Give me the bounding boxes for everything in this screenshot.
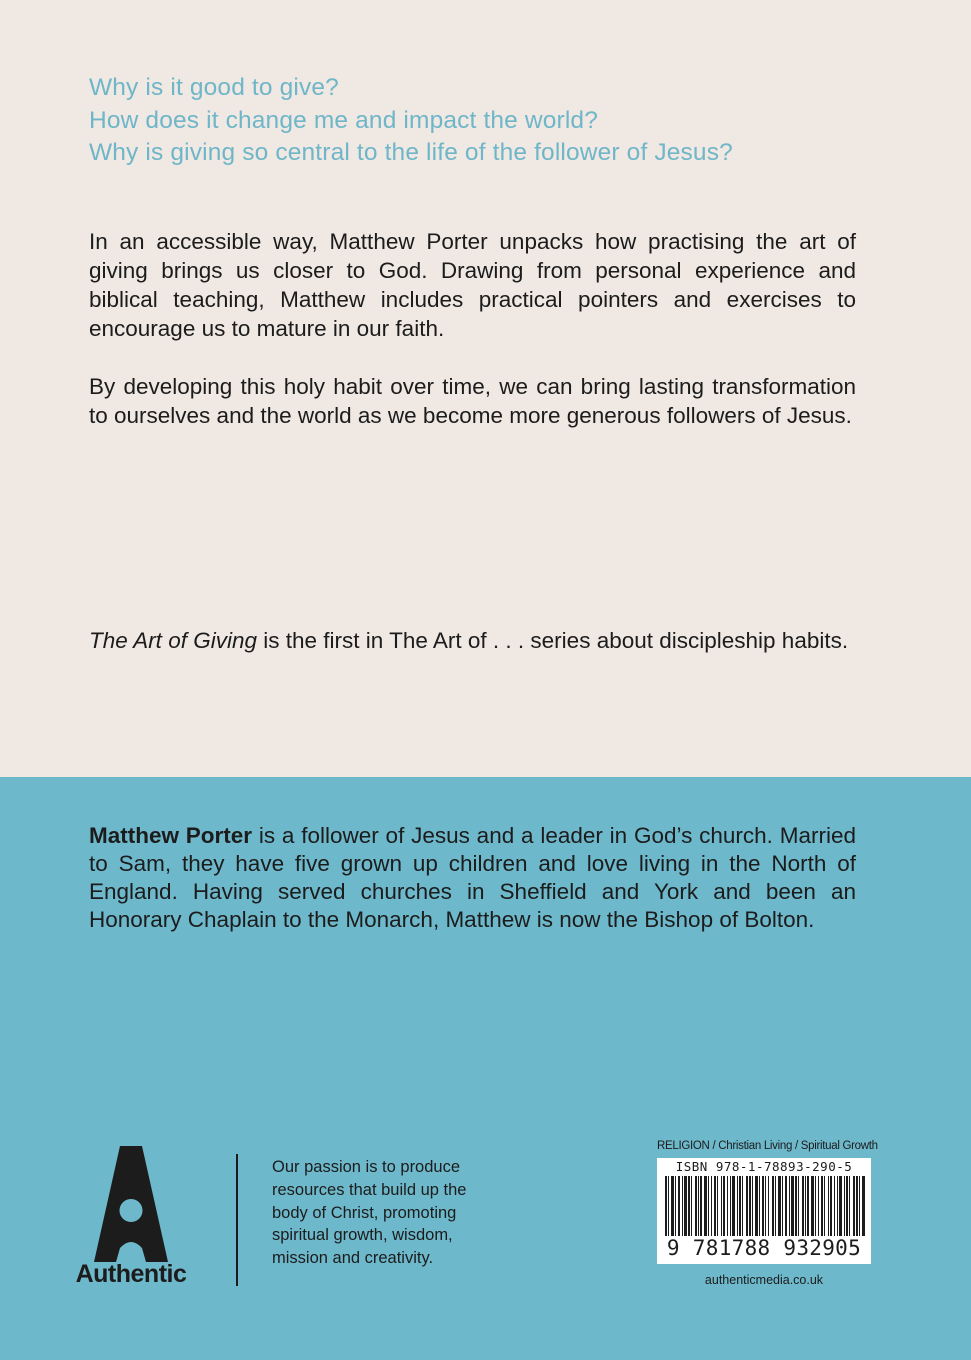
- barcode-bar: [856, 1176, 858, 1236]
- barcode-bar: [844, 1176, 845, 1236]
- barcode-bar: [821, 1176, 823, 1236]
- description-paragraph-2: By developing this holy habit over time, we can bring lasting transformation to ourselves and the world as we become more generous followers of Jesus.: [89, 374, 856, 428]
- question-2: How does it change me and impact the world?: [89, 106, 598, 134]
- barcode-bar: [778, 1176, 781, 1236]
- barcode-bar: [839, 1176, 842, 1236]
- barcode-bar: [695, 1176, 697, 1236]
- logo-divider: [236, 1154, 238, 1286]
- barcode-bar: [698, 1176, 699, 1236]
- barcode-bars: [663, 1176, 865, 1236]
- barcode-bar: [846, 1176, 848, 1236]
- barcode-bar: [837, 1176, 838, 1236]
- barcode-bar: [717, 1176, 718, 1236]
- isbn-digits: 9 781788 932905: [666, 1236, 862, 1260]
- barcode-bar: [859, 1176, 860, 1236]
- barcode-bar: [714, 1176, 716, 1236]
- barcode-bar: [798, 1176, 799, 1236]
- isbn-label: ISBN 978-1-78893-290-5: [675, 1159, 853, 1174]
- barcode-bar: [746, 1176, 748, 1236]
- barcode-bar: [795, 1176, 797, 1236]
- publisher-website: authenticmedia.co.uk: [704, 1273, 824, 1287]
- barcode-bar: [737, 1176, 738, 1236]
- barcode-bar: [834, 1176, 835, 1236]
- series-title: The Art of Giving: [89, 628, 257, 653]
- barcode-bar: [782, 1176, 783, 1236]
- barcode-bar: [775, 1176, 776, 1236]
- barcode-bar: [675, 1176, 676, 1236]
- barcode-bar: [762, 1176, 764, 1236]
- barcode-bar: [742, 1176, 743, 1236]
- barcode-bar: [752, 1176, 753, 1236]
- barcode-bar: [811, 1176, 814, 1236]
- barcode-bar: [732, 1176, 735, 1236]
- isbn-barcode: [657, 1158, 871, 1264]
- barcode-bar: [700, 1176, 702, 1236]
- barcode-bar: [807, 1176, 809, 1236]
- category-label: RELIGION / Christian Living / Spiritual Growth: [657, 1140, 878, 1152]
- questions-block: [89, 72, 909, 170]
- barcode-bar: [684, 1176, 687, 1236]
- author-name: Matthew Porter: [89, 823, 253, 848]
- authentic-a-logo-icon: [64, 1142, 198, 1264]
- barcode-bar: [815, 1176, 816, 1236]
- barcode-bar: [708, 1176, 709, 1236]
- barcode-bar: [682, 1176, 683, 1236]
- barcode-bar: [678, 1176, 680, 1236]
- barcode-bar: [711, 1176, 712, 1236]
- series-paragraph: [89, 626, 856, 655]
- barcode-bar: [849, 1176, 850, 1236]
- barcode-bar: [853, 1176, 855, 1236]
- barcode-bar: [723, 1176, 725, 1236]
- barcode-bar: [818, 1176, 819, 1236]
- barcode-bar: [759, 1176, 760, 1236]
- barcode-bar: [830, 1176, 832, 1236]
- author-bio-text: is a follower of Jesus and a leader in God’s church. Married to Sam, they have five grown up children and love living in the North of England. Having served churches in Sheffield and York and been an Honorary Chaplain to the Monarch, Matthew is now the Bishop of Bolton.: [89, 823, 856, 932]
- publisher-passion: Our passion is to produce resources that build up the body of Christ, promoting spiritual growth, wisdom, mission and creativity.: [272, 1158, 467, 1268]
- barcode-bar: [727, 1176, 728, 1236]
- barcode-bar: [668, 1176, 669, 1236]
- barcode-bar: [730, 1176, 731, 1236]
- barcode-bar: [671, 1176, 674, 1236]
- author-bio: [89, 822, 856, 934]
- barcode-bar: [772, 1176, 774, 1236]
- barcode-bar: [739, 1176, 741, 1236]
- barcode-bar: [828, 1176, 829, 1236]
- publisher-name: Authentic: [75, 1260, 187, 1288]
- question-3: Why is giving so central to the life of the follower of Jesus?: [89, 139, 733, 166]
- barcode-bar: [862, 1176, 865, 1236]
- barcode-bar: [721, 1176, 722, 1236]
- description-paragraph-1: In an accessible way, Matthew Porter unpacks how practising the art of giving brings us closer to God. Drawing from personal experience and biblical teaching, Matthew includes practical pointers and exercises to encourage us to mature in our faith.: [89, 229, 856, 341]
- barcode-bar: [691, 1176, 692, 1236]
- series-text: is the first in The Art of . . . series about discipleship habits.: [256, 628, 849, 653]
- barcode-bar: [802, 1176, 804, 1236]
- publisher-logo: [64, 1142, 198, 1292]
- barcode-bar: [789, 1176, 790, 1236]
- barcode-bar: [688, 1176, 690, 1236]
- barcode-bar: [749, 1176, 751, 1236]
- question-1: Why is it good to give?: [89, 74, 339, 101]
- barcode-bar: [791, 1176, 794, 1236]
- barcode-bar: [704, 1176, 707, 1236]
- barcode-bar: [805, 1176, 806, 1236]
- barcode-bar: [755, 1176, 758, 1236]
- barcode-bar: [768, 1176, 769, 1236]
- barcode-bar: [785, 1176, 787, 1236]
- barcode-bar: [665, 1176, 667, 1236]
- barcode-bar: [824, 1176, 825, 1236]
- barcode-bar: [765, 1176, 766, 1236]
